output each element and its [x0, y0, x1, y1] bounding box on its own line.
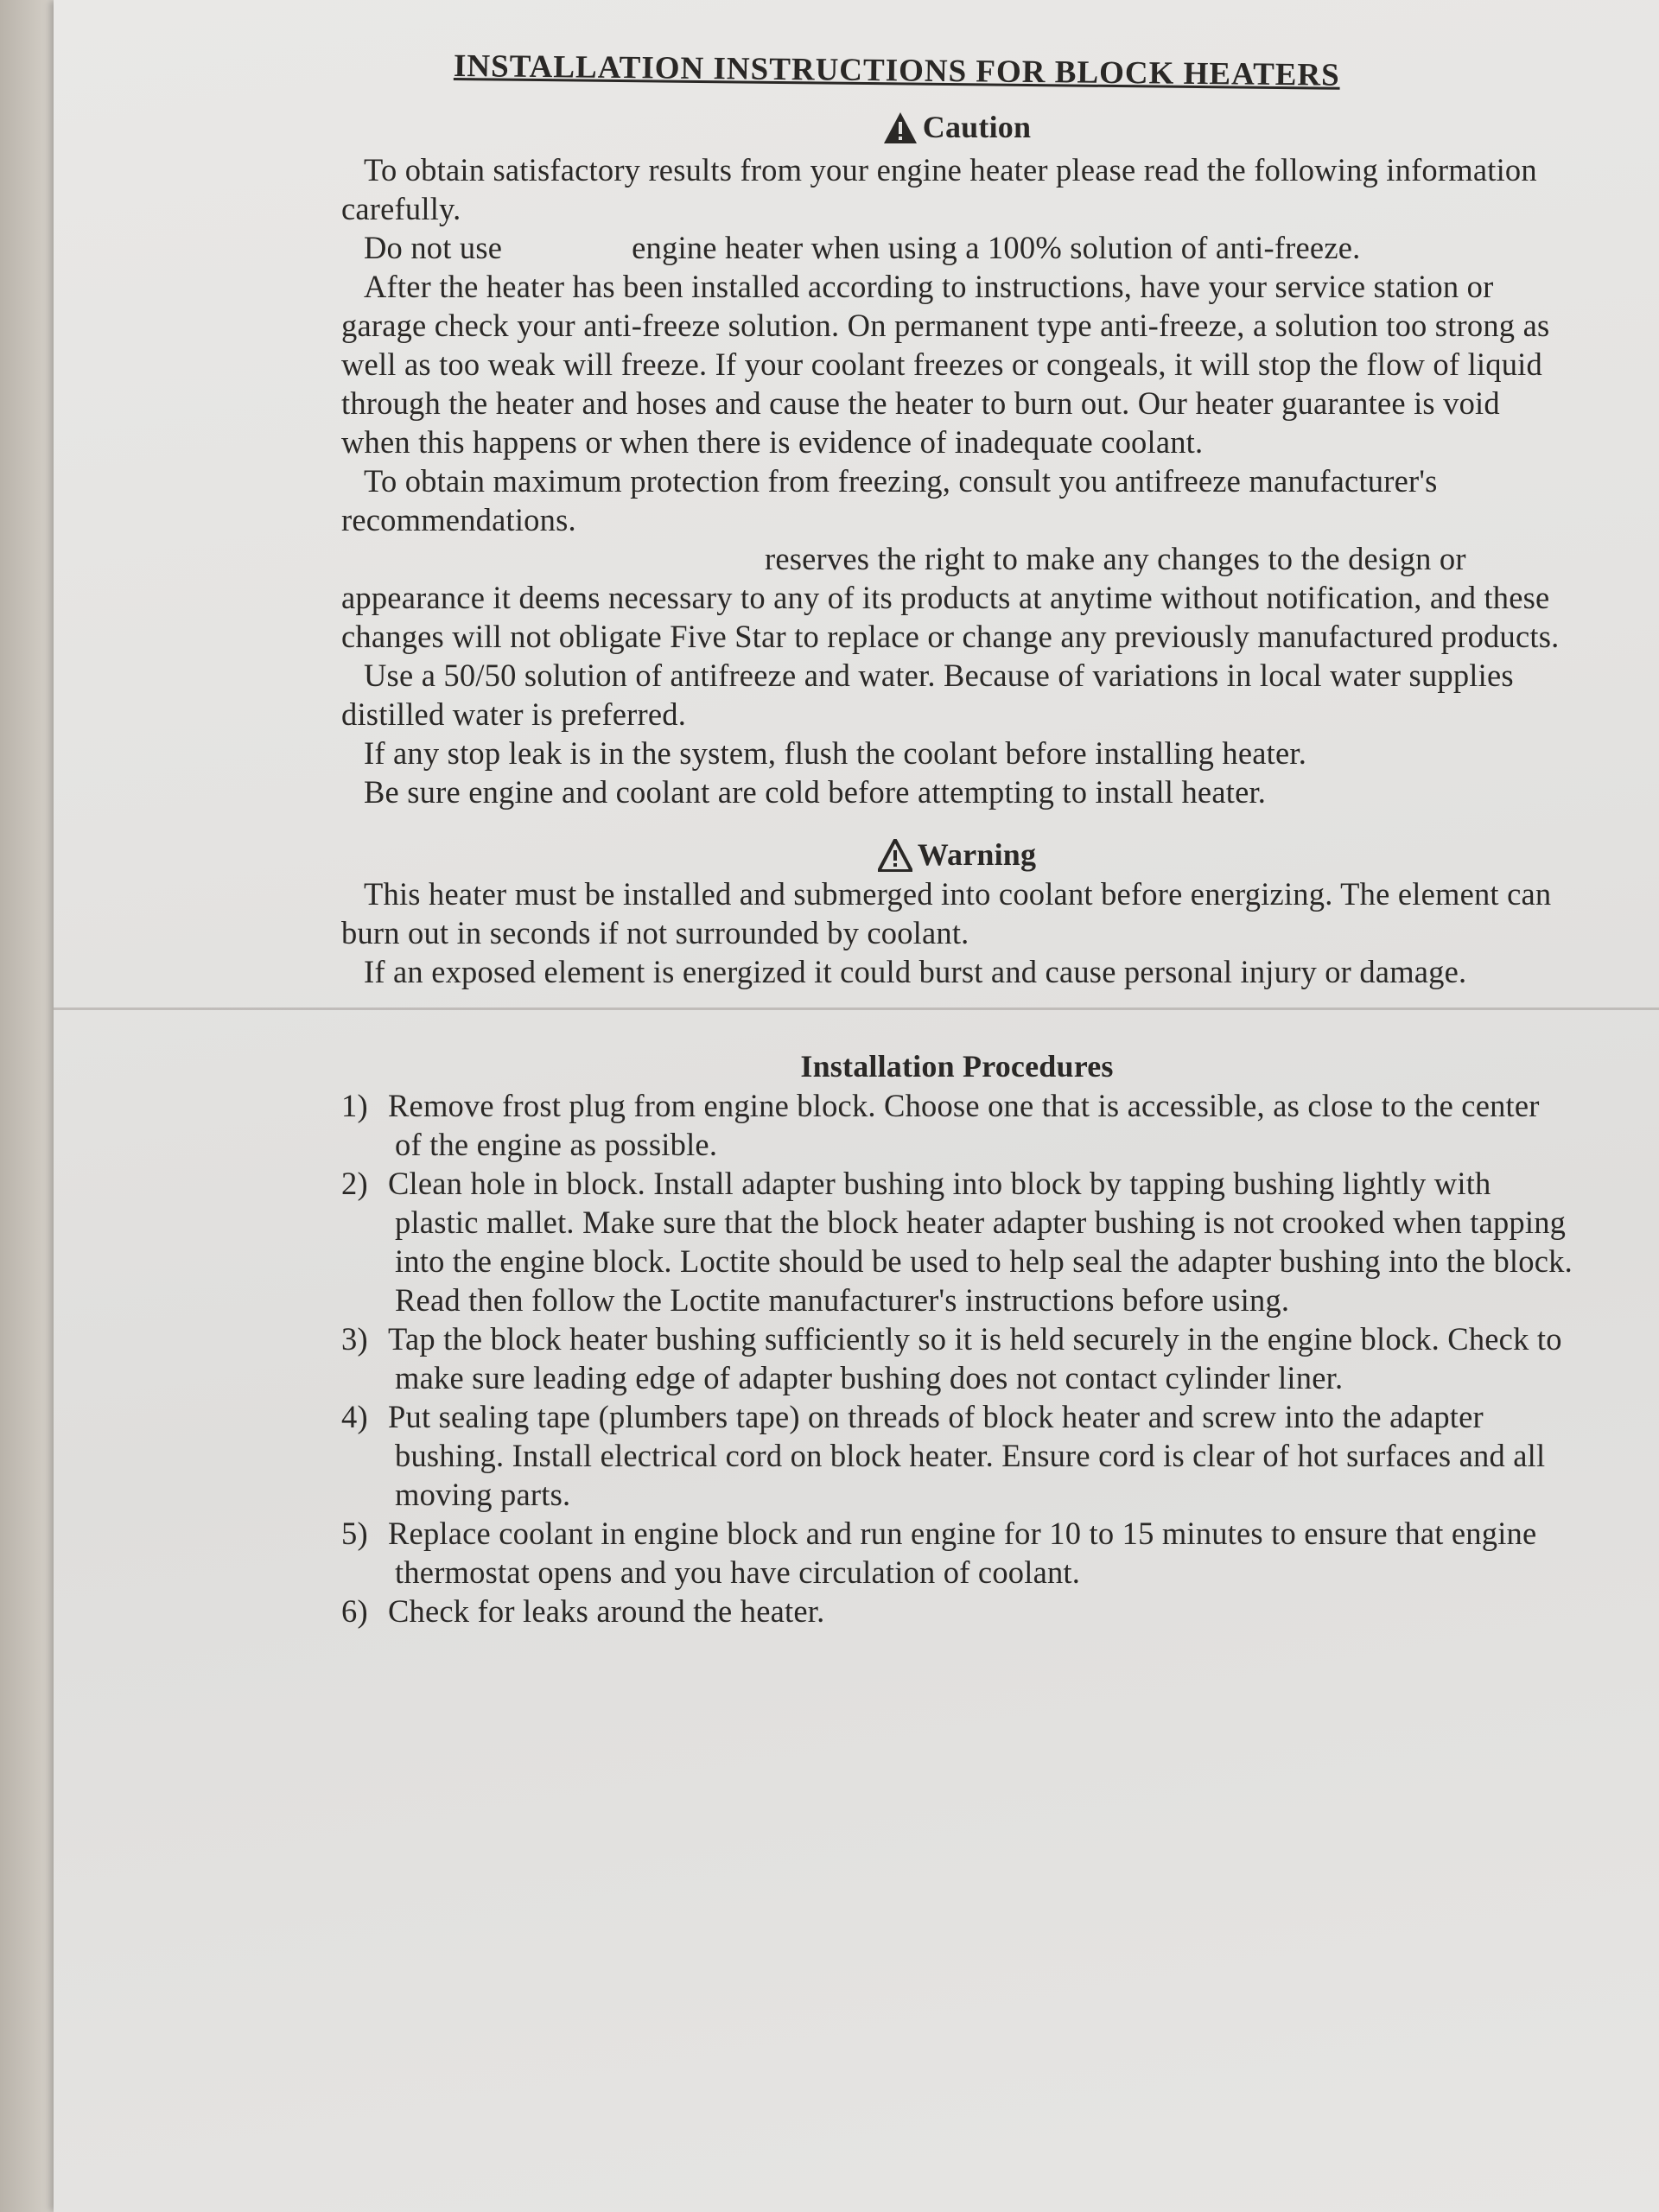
- step-text: Clean hole in block. Install adapter bushing into block by tapping bushing lightly with plastic mallet. Make sure that the block heater adapter bushing is not crooked when tapping into the engine block. Loctite should be used to help seal the adapter bushing into the block. Read then follow the Loctite manufacturer's instructions before using.: [388, 1166, 1573, 1318]
- do-not-use-notice: [341, 228, 1573, 267]
- procedure-step: [341, 1514, 1573, 1592]
- procedure-step: [341, 1164, 1573, 1319]
- warning-triangle-icon: [883, 111, 918, 144]
- procedures-heading: Installation Procedures: [800, 1049, 1114, 1084]
- procedure-step: [341, 1086, 1573, 1164]
- warning-burst-paragraph: If an exposed element is energized it could burst and cause personal injury or damage.: [364, 954, 1467, 989]
- step-number: 4): [341, 1399, 368, 1434]
- step-number: 5): [341, 1516, 368, 1551]
- warning-triangle-icon: [878, 839, 912, 872]
- step-number: 3): [341, 1321, 368, 1357]
- protection-paragraph: To obtain maximum protection from freezing, consult you antifreeze manufacturer's recommendations.: [341, 463, 1438, 537]
- procedure-step: [341, 1397, 1573, 1514]
- warning-heading: [341, 836, 1573, 874]
- stop-leak-paragraph: If any stop leak is in the system, flush the coolant before installing heater.: [364, 735, 1307, 771]
- warning-submerge-paragraph: This heater must be installed and submerged into coolant before energizing. The element can burn out in seconds if not surrounded by coolant.: [341, 876, 1552, 950]
- step-text: Tap the block heater bushing sufficiently so it is held securely in the engine block. Check to make sure leading edge of adapter bushing does not contact cylinder liner.: [388, 1321, 1562, 1395]
- step-number: 2): [341, 1166, 368, 1201]
- instructions-body: [341, 48, 1573, 1630]
- do-not-use-start: Do not use: [364, 230, 503, 265]
- step-text: Replace coolant in engine block and run engine for 10 to 15 minutes to ensure that engine thermostat opens and you have circulation of coolant.: [388, 1516, 1537, 1590]
- document-title: INSTALLATION INSTRUCTIONS FOR BLOCK HEATERS: [453, 48, 1340, 93]
- step-number: 6): [341, 1593, 368, 1629]
- step-text: Check for leaks around the heater.: [388, 1593, 825, 1629]
- procedure-steps: [341, 1086, 1573, 1630]
- do-not-use-end: engine heater when using a 100% solution of anti-freeze.: [632, 230, 1361, 265]
- warning-heading-label: Warning: [917, 837, 1037, 872]
- solution-paragraph: Use a 50/50 solution of antifreeze and water. Because of variations in local water supplies distilled water is preferred.: [341, 658, 1514, 732]
- step-number: 1): [341, 1088, 368, 1123]
- procedure-step: [341, 1319, 1573, 1397]
- caution-heading: [341, 108, 1573, 147]
- cold-engine-paragraph: Be sure engine and coolant are cold before attempting to install heater.: [364, 774, 1267, 810]
- caution-heading-label: Caution: [922, 110, 1032, 144]
- background-surface: [0, 0, 60, 2212]
- step-text: Put sealing tape (plumbers tape) on threads of block heater and screw into the adapter bushing. Install electrical cord on block heater. Ensure cord is clear of hot surfaces and all moving parts.: [388, 1399, 1546, 1512]
- caution-intro: To obtain satisfactory results from your engine heater please read the following information carefully.: [341, 152, 1537, 226]
- procedure-step: [341, 1592, 1573, 1630]
- step-text: Remove frost plug from engine block. Choose one that is accessible, as close to the center of the engine as possible.: [388, 1088, 1540, 1162]
- antifreeze-check-paragraph: After the heater has been installed according to instructions, have your service station or garage check your anti-freeze solution. On permanent type anti-freeze, a solution too strong as well as too weak will freeze. If your coolant freezes or congeals, it will stop the flow of liquid through the heater and hoses and cause the heater to burn out. Our heater guarantee is void when this happens or when there is evidence of inadequate coolant.: [341, 269, 1550, 460]
- reserves-right-paragraph: reserves the right to make any changes to the design or appearance it deems necessary to any of its products at anytime without notification, and these changes will not obligate Five Star to replace or change any previously manufactured products.: [341, 541, 1560, 654]
